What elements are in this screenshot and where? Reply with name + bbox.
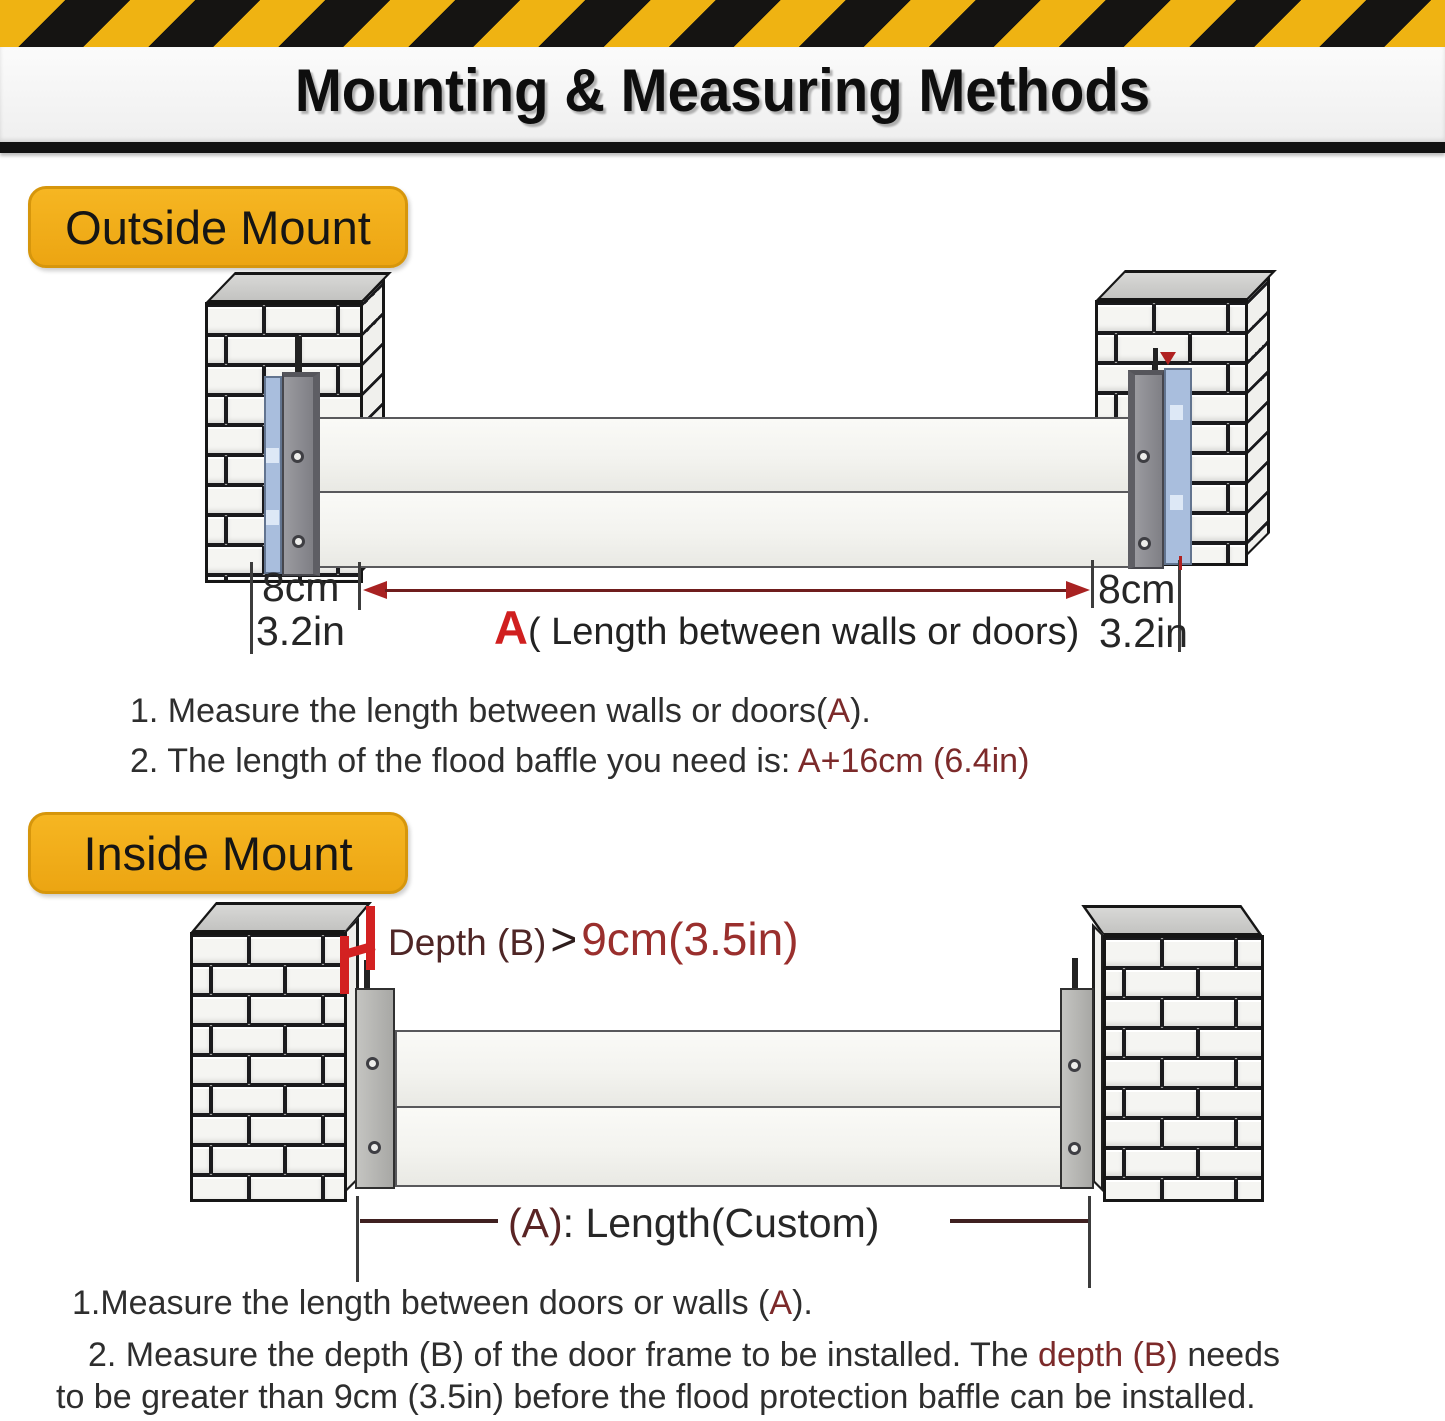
brick — [211, 965, 285, 995]
red-tick-mark — [1179, 556, 1182, 570]
length-custom-label: (A) : Length(Custom) — [508, 1200, 880, 1246]
brick — [205, 455, 226, 485]
inside-instruction-2-line2: to be greater than 9cm (3.5in) before the flood protection baffle can be installed. — [56, 1378, 1256, 1416]
brick — [1228, 543, 1248, 566]
brick — [1228, 423, 1248, 453]
brick — [1190, 513, 1248, 543]
arrowhead-right-icon — [1066, 581, 1090, 599]
seal-strip-pad — [1170, 495, 1183, 510]
arrowhead-left-icon — [363, 581, 387, 599]
outside-mount-badge — [28, 186, 408, 268]
brick — [1103, 1148, 1124, 1178]
brick — [205, 575, 226, 583]
flood-barrier-panel-top — [318, 417, 1142, 493]
channel-screw — [366, 1057, 379, 1070]
brick — [1154, 303, 1228, 333]
brick — [190, 1085, 211, 1115]
brick — [1124, 1088, 1198, 1118]
channel-screw — [291, 450, 304, 463]
brick — [1198, 1088, 1264, 1118]
brick — [1103, 1058, 1162, 1088]
depth-bracket-bar — [366, 906, 375, 970]
dimension-tick — [1091, 560, 1094, 608]
brick — [226, 335, 300, 365]
pillar-top-face — [1081, 905, 1263, 936]
flood-barrier-panel-top — [395, 1030, 1062, 1108]
brick — [300, 335, 363, 365]
brick — [1198, 1148, 1264, 1178]
depth-label: Depth (B) > 9cm(3.5in) — [388, 913, 799, 965]
brick — [1198, 1028, 1264, 1058]
seal-strip-pad — [1170, 405, 1183, 420]
depth-bracket-bar — [340, 936, 349, 994]
seal-strip-left — [264, 376, 282, 574]
dimension-8cm-left: 8cm — [262, 564, 340, 610]
brick — [205, 515, 226, 545]
inside-mount-badge — [28, 812, 408, 894]
anchor-bolt — [295, 336, 302, 376]
seal-strip-pad — [266, 448, 279, 463]
brick — [285, 1085, 347, 1115]
brick — [190, 935, 249, 965]
brick — [249, 995, 323, 1025]
brick — [1095, 303, 1154, 333]
dimension-line-right — [950, 1219, 1088, 1223]
pillar-side-face — [1245, 275, 1270, 558]
brick-pillar-right-inside — [1103, 935, 1264, 1202]
inside-instruction-1: 1.Measure the length between doors or walls (A). — [72, 1284, 813, 1322]
channel-screw — [1137, 450, 1150, 463]
inside-mount-badge-label: Inside Mount — [83, 826, 353, 880]
brick — [190, 1055, 249, 1085]
brick — [323, 1175, 347, 1202]
hazard-stripe-banner — [0, 0, 1445, 47]
brick — [1236, 1118, 1264, 1148]
brick — [190, 1115, 249, 1145]
brick — [1103, 968, 1124, 998]
brick — [249, 1055, 323, 1085]
inside-instruction-2-line1: 2. Measure the depth (B) of the door frame to be installed. The depth (B) needs — [88, 1336, 1280, 1374]
brick — [1162, 938, 1236, 968]
brick — [1103, 1118, 1162, 1148]
brick — [205, 305, 264, 335]
red-pointer-marker — [1160, 352, 1176, 365]
anchor-bolt — [1153, 348, 1158, 372]
dimension-8cm-right: 8cm — [1098, 566, 1176, 612]
brick — [1103, 1088, 1124, 1118]
dimension-tick — [1088, 1196, 1091, 1288]
dimension-tick — [356, 1196, 359, 1282]
brick — [1228, 483, 1248, 513]
brick — [1162, 1178, 1236, 1202]
brick — [285, 965, 347, 995]
brick — [190, 1025, 211, 1055]
brick — [1124, 1028, 1198, 1058]
flood-barrier-panel-bottom — [395, 1106, 1062, 1187]
mounting-channel-left-inside — [355, 988, 395, 1189]
brick — [1124, 968, 1198, 998]
brick — [205, 545, 264, 575]
brick — [211, 1085, 285, 1115]
channel-screw — [1138, 537, 1151, 550]
brick — [190, 965, 211, 995]
brick — [1236, 1058, 1264, 1088]
brick — [1103, 998, 1162, 1028]
anchor-bolt — [1072, 958, 1078, 990]
span-length-label — [494, 600, 1079, 655]
channel-screw — [292, 535, 305, 548]
brick — [1103, 1028, 1124, 1058]
mounting-channel-right-inside — [1060, 988, 1094, 1189]
brick — [249, 1175, 323, 1202]
brick — [323, 995, 347, 1025]
brick — [205, 485, 264, 515]
brick — [1095, 333, 1116, 363]
brick — [205, 335, 226, 365]
brick — [285, 1145, 347, 1175]
flood-barrier-panel-bottom — [318, 491, 1142, 568]
span-length-label-a: A — [494, 601, 528, 654]
dimension-tick — [250, 562, 253, 654]
brick — [211, 1025, 285, 1055]
brick — [1124, 1148, 1198, 1178]
brick — [323, 1055, 347, 1085]
brick — [1236, 938, 1264, 968]
seal-strip-right — [1164, 368, 1192, 565]
brick — [338, 365, 363, 395]
brick — [1236, 1178, 1264, 1202]
span-length-label-text: ( Length between walls or doors) — [527, 611, 1080, 653]
outside-mount-badge-label: Outside Mount — [65, 200, 371, 254]
header-divider-bar — [0, 142, 1445, 153]
brick — [1162, 1118, 1236, 1148]
seal-strip-pad — [266, 510, 279, 525]
brick — [338, 305, 363, 335]
brick — [264, 305, 338, 335]
brick — [1103, 938, 1162, 968]
brick — [1190, 453, 1248, 483]
dimension-3-2in-left: 3.2in — [256, 608, 345, 654]
dimension-line-left — [360, 1219, 498, 1223]
brick — [1198, 968, 1264, 998]
brick — [190, 1175, 249, 1202]
brick — [1228, 363, 1248, 393]
brick — [249, 935, 323, 965]
brick — [285, 1025, 347, 1055]
outside-instruction-2: 2. The length of the flood baffle you need is: A+16cm (6.4in) — [130, 742, 1030, 780]
brick — [1228, 303, 1248, 333]
channel-screw — [368, 1141, 381, 1154]
dimension-arrow-line — [385, 589, 1068, 592]
brick — [1103, 1178, 1162, 1202]
brick — [190, 1145, 211, 1175]
brick — [1236, 998, 1264, 1028]
brick — [1190, 333, 1248, 363]
brick — [323, 1115, 347, 1145]
brick — [249, 1115, 323, 1145]
brick — [1190, 393, 1248, 423]
pillar-top-face — [190, 902, 372, 933]
brick — [205, 395, 226, 425]
brick — [211, 1145, 285, 1175]
dimension-3-2in-right: 3.2in — [1099, 610, 1188, 656]
brick — [205, 425, 264, 455]
brick-pillar-left-inside — [190, 932, 347, 1202]
dimension-tick — [358, 562, 361, 610]
brick — [1162, 1058, 1236, 1088]
page-title: Mounting & Measuring Methods — [294, 57, 1151, 124]
brick — [205, 365, 264, 395]
outside-instruction-1: 1. Measure the length between walls or doors(A). — [130, 692, 871, 730]
brick — [1162, 998, 1236, 1028]
channel-screw — [1068, 1142, 1081, 1155]
brick — [190, 995, 249, 1025]
channel-screw — [1068, 1059, 1081, 1072]
